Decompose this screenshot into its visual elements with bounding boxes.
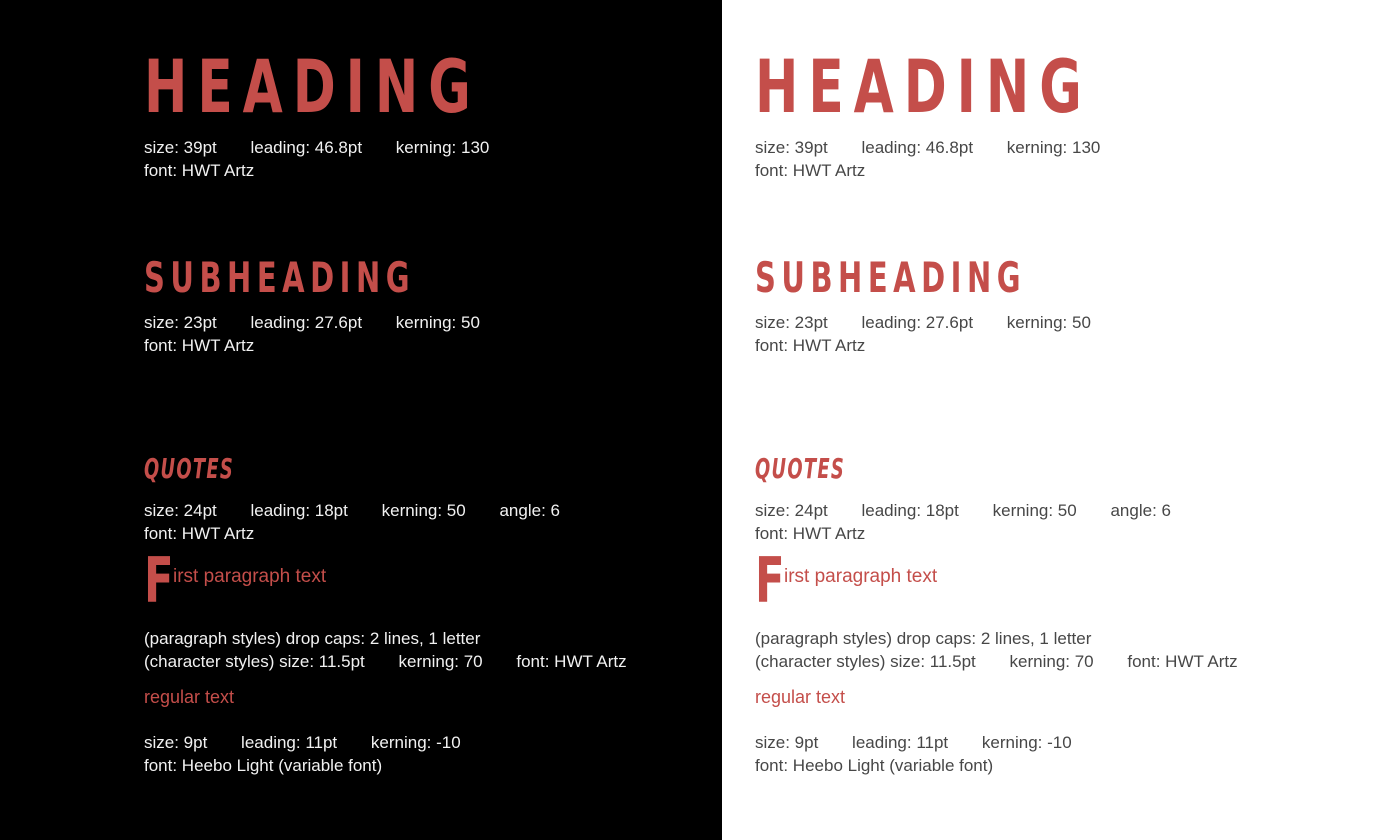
quotes-spec-size: size: 24pt — [144, 501, 217, 520]
heading-type-sample: HEADING — [755, 45, 1092, 130]
heading-spec-size: size: 39pt — [144, 138, 217, 157]
subheading-spec-font: font: HWT Artz — [755, 336, 866, 355]
subheading-specs-row-2 — [755, 334, 1384, 357]
regular-spec-kerning: kerning: -10 — [370, 733, 461, 752]
dropcap-spec-font: font: HWT Artz — [1127, 652, 1238, 671]
regular-text-specs — [755, 731, 1384, 777]
first-paragraph-specs-row-1 — [144, 627, 722, 650]
dropcap-spec-kerning: kerning: 70 — [398, 652, 483, 671]
heading-spec-leading: leading: 46.8pt — [250, 138, 363, 157]
subheading-specs-row-1 — [755, 311, 1384, 334]
regular-spec-font: font: Heebo Light (variable font) — [755, 756, 994, 775]
quotes-spec-kerning: kerning: 50 — [381, 501, 466, 520]
subheading-spec-leading: leading: 27.6pt — [250, 313, 363, 332]
regular-specs-row-1 — [144, 731, 722, 754]
regular-spec-font: font: Heebo Light (variable font) — [144, 756, 383, 775]
style-guide-panel-light — [722, 0, 1384, 840]
regular-text-sample: regular text — [755, 687, 846, 707]
dropcap-spec-paragraph-styles: (paragraph styles) drop caps: 2 lines, 1 letter — [144, 629, 481, 648]
subheading-specs — [144, 311, 722, 357]
quotes-specs-row-2 — [755, 522, 1384, 545]
first-paragraph-specs-row-2 — [144, 650, 722, 673]
subheading-type-sample: SUBHEADING — [755, 253, 1027, 302]
heading-spec-font: font: HWT Artz — [144, 161, 255, 180]
heading-spec-kerning: kerning: 130 — [395, 138, 490, 157]
quotes-type-sample: QUOTES — [144, 452, 235, 485]
panel-dark-content — [144, 0, 722, 840]
subheading-type-sample: SUBHEADING — [144, 253, 416, 302]
dropcap-spec-kerning: kerning: 70 — [1009, 652, 1094, 671]
quotes-specs-row-1 — [755, 499, 1384, 522]
regular-spec-kerning: kerning: -10 — [981, 733, 1072, 752]
drop-cap-letter: F — [755, 544, 785, 617]
quotes-spec-kerning: kerning: 50 — [992, 501, 1077, 520]
subheading-spec-size: size: 23pt — [144, 313, 217, 332]
first-paragraph-specs-row-1 — [755, 627, 1384, 650]
quotes-specs — [144, 499, 722, 545]
subheading-spec-leading: leading: 27.6pt — [861, 313, 974, 332]
regular-specs-row-2 — [144, 754, 722, 777]
regular-specs-row-1 — [755, 731, 1384, 754]
heading-specs — [755, 136, 1384, 182]
subheading-specs — [755, 311, 1384, 357]
quotes-spec-angle: angle: 6 — [1110, 501, 1171, 520]
subheading-spec-kerning: kerning: 50 — [395, 313, 480, 332]
first-paragraph-specs — [144, 627, 722, 673]
quotes-spec-leading: leading: 18pt — [250, 501, 348, 520]
subheading-spec-kerning: kerning: 50 — [1006, 313, 1091, 332]
heading-specs — [144, 136, 722, 182]
subheading-spec-font: font: HWT Artz — [144, 336, 255, 355]
regular-text-sample: regular text — [144, 687, 235, 707]
drop-cap-letter: F — [144, 544, 174, 617]
dropcap-spec-character-styles: (character styles) size: 11.5pt — [755, 652, 976, 671]
heading-spec-size: size: 39pt — [755, 138, 828, 157]
quotes-spec-font: font: HWT Artz — [144, 524, 255, 543]
quotes-spec-angle: angle: 6 — [499, 501, 560, 520]
first-paragraph-specs — [755, 627, 1384, 673]
heading-specs-row-2 — [755, 159, 1384, 182]
dropcap-spec-character-styles: (character styles) size: 11.5pt — [144, 652, 365, 671]
first-paragraph-text: irst paragraph text — [173, 566, 327, 587]
first-paragraph-sample — [755, 544, 938, 617]
subheading-specs-row-1 — [144, 311, 722, 334]
regular-text-specs — [144, 731, 722, 777]
heading-type-sample: HEADING — [144, 45, 481, 130]
first-paragraph-sample — [144, 544, 327, 617]
quotes-specs-row-2 — [144, 522, 722, 545]
dropcap-spec-paragraph-styles: (paragraph styles) drop caps: 2 lines, 1 letter — [755, 629, 1092, 648]
quotes-specs-row-1 — [144, 499, 722, 522]
heading-specs-row-2 — [144, 159, 722, 182]
regular-spec-size: size: 9pt — [755, 733, 819, 752]
first-paragraph-text: irst paragraph text — [784, 566, 938, 587]
regular-specs-row-2 — [755, 754, 1384, 777]
heading-specs-row-1 — [755, 136, 1384, 159]
regular-spec-leading: leading: 11pt — [241, 733, 338, 752]
regular-spec-leading: leading: 11pt — [852, 733, 949, 752]
heading-spec-kerning: kerning: 130 — [1006, 138, 1101, 157]
quotes-type-sample: QUOTES — [755, 452, 846, 485]
subheading-specs-row-2 — [144, 334, 722, 357]
regular-spec-size: size: 9pt — [144, 733, 208, 752]
quotes-spec-size: size: 24pt — [755, 501, 828, 520]
panel-light-content — [755, 0, 1384, 840]
dropcap-spec-font: font: HWT Artz — [516, 652, 627, 671]
heading-spec-font: font: HWT Artz — [755, 161, 866, 180]
quotes-specs — [755, 499, 1384, 545]
heading-spec-leading: leading: 46.8pt — [861, 138, 974, 157]
first-paragraph-specs-row-2 — [755, 650, 1384, 673]
subheading-spec-size: size: 23pt — [755, 313, 828, 332]
quotes-spec-leading: leading: 18pt — [861, 501, 959, 520]
heading-specs-row-1 — [144, 136, 722, 159]
quotes-spec-font: font: HWT Artz — [755, 524, 866, 543]
